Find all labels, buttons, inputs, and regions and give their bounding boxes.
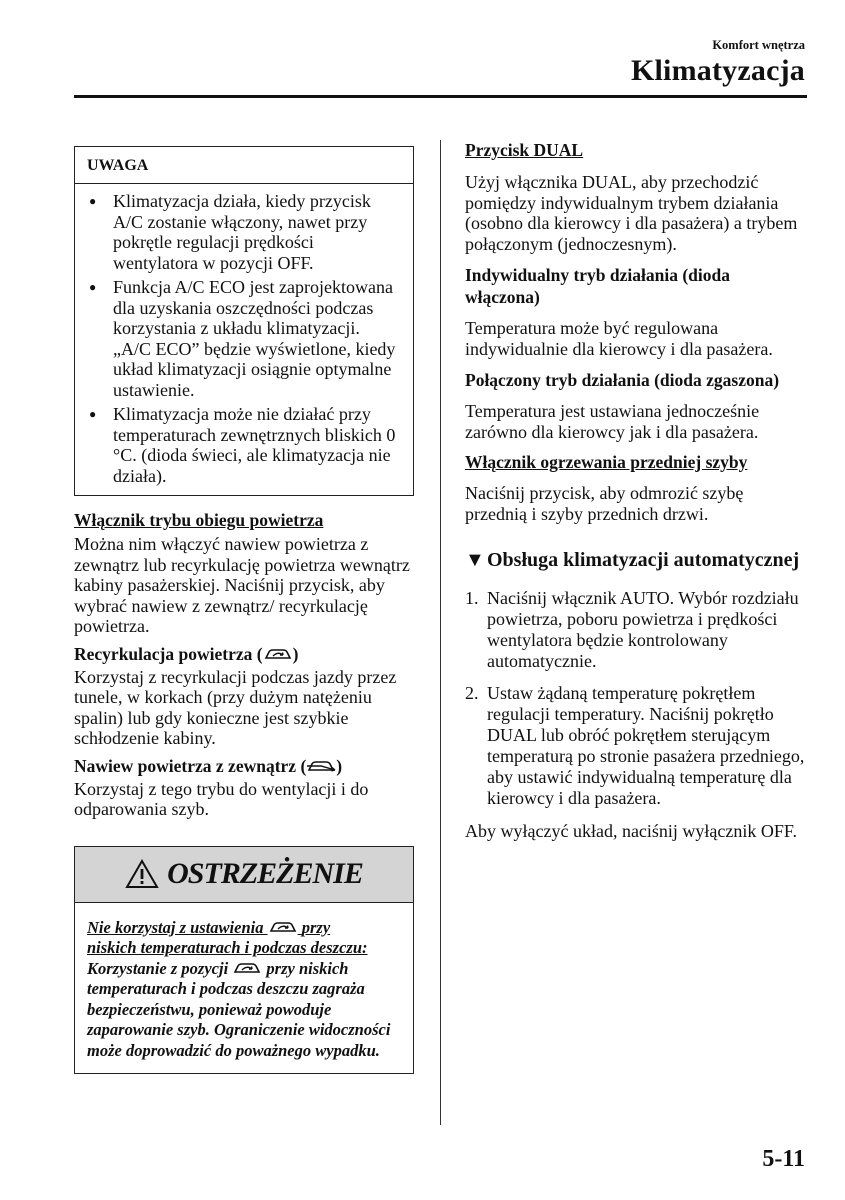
note-box [74,146,414,496]
header-rule [74,95,807,98]
individual-mode-text: Temperatura może być regulowana indywidualnie dla kierowcy i dla pasażera. [465,318,773,359]
section-label: Komfort wnętrza [712,38,805,52]
airflow-text: Można nim włączyć nawiew powietrza z zewnątrz lub recyrkulację powietrza wewnątrz kabiny pasażerskiej. Naciśnij przycisk, aby wybrać nawiew z zewnątrz/ recyrkulację powietrza. [74,534,410,636]
warning-triangle-icon [125,859,159,889]
note-bullet: ● Klimatyzacja działa, kiedy przycisk A/C zostanie włączony, nawet przy pokrętle regulacji prędkości wentylatora w pozycji OFF. [89,191,371,273]
note-bullet: ● Funkcja A/C ECO jest zaprojektowana dla uzyskania oszczędności podczas korzystania z układu klimatyzacji. „A/C ECO” będzie wyświetlone, kiedy układ klimatyzacji osiągnie optymalne ustawienie. [89,277,396,400]
dual-heading: Przycisk DUAL [465,140,584,160]
bullet-icon: ● [89,280,97,294]
combined-mode-text: Temperatura jest ustawiana jednocześnie zarówno dla kierowcy jak i dla pasażera. [465,401,760,442]
triangle-down-icon: ▼ [465,549,485,571]
individual-mode-heading: Indywidualny tryb działania (dioda włączona) [465,265,731,307]
note-title: UWAGA [75,147,413,184]
off-text: Aby wyłączyć układ, naciśnij wyłącznik OFF. [465,821,797,841]
recirculation-icon [232,960,262,976]
column-divider [440,140,441,1125]
page-number: 5-11 [762,1146,805,1172]
combined-mode-heading: Połączony tryb działania (dioda zgaszona) [465,370,780,390]
warning-body: Nie korzystaj z ustawienia przy niskich temperaturach i podczas deszczu: Korzystanie z pozycji przy niskich temperaturach i podczas deszczu zagraża bezpieczeństwu, ponieważ powoduje zaparowanie szyb. Ograniczenie widoczności może doprowadzić do poważnego wypadku. [87,917,391,1060]
outside-air-icon [306,758,336,774]
note-bullet: ● Klimatyzacja może nie działać przy temperaturach zewnętrznych bliskich 0 °C. (dioda świeci, ale klimatyzacja nie działa). [89,404,396,486]
warning-title: OSTRZEŻENIE [167,857,363,890]
outside-air-text: Korzystaj z tego trybu do wentylacji i do odparowania szyb. [74,778,369,819]
bullet-icon: ● [89,194,97,208]
page-title: Klimatyzacja [630,54,805,87]
recirculation-icon [263,646,293,662]
warning-header [75,847,413,903]
defrost-text: Naciśnij przycisk, aby odmrozić szybę przednią i szyby przednich drzwi. [465,483,744,524]
step-item: 2. Ustaw żądaną temperaturę pokrętłem regulacji temperatury. Naciśnij pokrętło DUAL lub obróć pokrętłem sterującym temperaturą po stronie pasażera przedniego, aby ustawić indywidualną temperaturę dla kierowcy i dla pasażera. [465,683,805,808]
warning-box [74,846,414,1075]
airflow-heading: Włącznik trybu obiegu powietrza [74,510,324,530]
right-column [465,139,805,842]
auto-climate-heading: ▼ Obsługa klimatyzacji automatycznej [465,549,800,571]
outside-air-heading: Nawiew powietrza z zewnątrz ( ) [74,755,343,776]
left-column [74,146,414,1074]
defrost-heading: Włącznik ogrzewania przedniej szyby [465,452,748,472]
bullet-icon: ● [89,407,97,421]
recirculation-icon [268,919,298,935]
dual-text: Użyj włącznika DUAL, aby przechodzić pomiędzy indywidualnym trybem działania (osobno dla kierowcy i dla pasażera) a trybem połączonym (jednoczesnym). [465,172,798,254]
step-item: 1. Naciśnij włącznik AUTO. Wybór rozdziału powietrza, poboru powietrza i prędkości wentylatora będzie kontrolowany automatycznie. [465,588,799,671]
recirc-text: Korzystaj z recyrkulacji podczas jazdy przez tunele, w korkach (przy dużym natężeniu spalin) lub gdy konieczne jest szybkie schłodzenie kabiny. [74,666,397,748]
recirc-heading: Recyrkulacja powietrza ( ) [74,643,299,664]
